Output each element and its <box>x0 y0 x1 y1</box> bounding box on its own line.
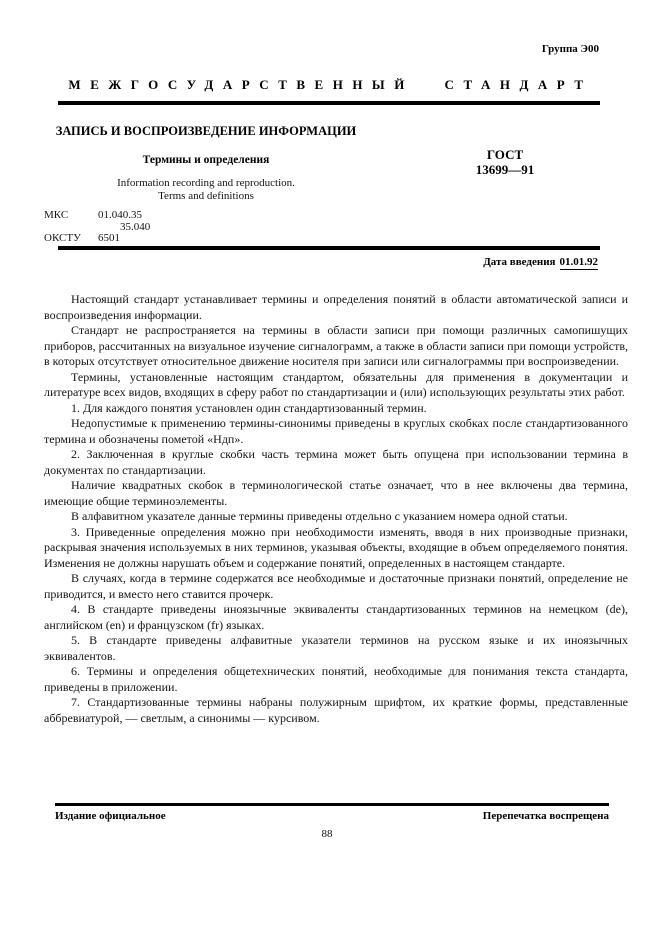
paragraph-item-4: 4. В стандарте приведены иноязычные эквиваленты стандартизованных терминов на немецком (de), английском (en) и французском (fr) языках. <box>44 602 628 632</box>
standard-type-heading: МЕЖГОСУДАРСТВЕННЫЙ СТАНДАРТ <box>68 77 593 92</box>
gost-number: 13699—91 <box>475 162 535 177</box>
footer-reprint-notice: Перепечатка воспрещена <box>482 810 609 822</box>
classification-codes <box>44 210 150 245</box>
paragraph-item-1: 1. Для каждого понятия установлен один стандартизованный термин. <box>71 400 427 415</box>
document-title-ru: ЗАПИСЬ И ВОСПРОИЗВЕДЕНИЕ ИНФОРМАЦИИ <box>55 124 357 138</box>
paragraph-item-7: 7. Стандартизованные термины набраны полужирным шрифтом, их краткие формы, представленные аббревиатурой, — светлым, а синонимы — курсивом. <box>44 695 628 725</box>
okstu-value: 6501 <box>98 232 120 244</box>
okstu-label: ОКСТУ <box>44 232 81 244</box>
mks-value-2: 35.040 <box>120 220 151 233</box>
document-body <box>44 292 628 726</box>
footer-official-edition: Издание официальное <box>55 810 166 822</box>
okstu-code-row <box>44 233 150 245</box>
paragraph-item-3-note: В случаях, когда в термине содержатся все необходимые и достаточные признаки понятий, определение не приводится, и вместо него ставится прочерк. <box>44 571 628 601</box>
paragraph-item-2-note2: В алфавитном указателе данные термины приведены отдельно с указанием номера одной статьи. <box>71 509 568 523</box>
top-divider <box>58 101 600 105</box>
paragraph-item-1-note: Недопустимые к применению термины-синонимы приведены в круглых скобках после стандартизованного термина и обозначены пометой «Ндп». <box>44 416 628 446</box>
document-title-en-line1: Information recording and reproduction. <box>117 177 295 189</box>
footer-divider <box>55 803 609 806</box>
paragraph-item-6: 6. Термины и определения общетехнических понятий, необходимые для понимания текста стандарта, приведены в приложении. <box>44 664 628 694</box>
mks-label: МКС <box>44 209 69 221</box>
document-subtitle-ru: Термины и определения <box>142 154 270 166</box>
paragraph-item-2: 2. Заключенная в круглые скобки часть термина может быть опущена при использовании термина в документах по стандартизации. <box>44 447 628 477</box>
mks-value: 01.040.35 <box>98 209 142 221</box>
mid-divider <box>58 246 600 250</box>
group-label: Группа Э00 <box>541 43 599 55</box>
introduction-date-value: 01.01.92 <box>559 256 598 268</box>
mks-code-row <box>44 210 150 222</box>
page-number: 88 <box>321 828 333 840</box>
paragraph-item-3: 3. Приведенные определения можно при необходимости изменять, вводя в них производные признаки, раскрывая значения используемых в них терминов, указывая объекты, входящие в объем определяемого понятия. Изменения не должны нарушать объем и содержание понятий, определенных в настоящем стандарте. <box>44 524 628 570</box>
paragraph-item-5: 5. В стандарте приведены алфавитные указатели терминов на русском языке и их иноязычных эквивалентов. <box>44 633 628 663</box>
paragraph-exclusions: Стандарт не распространяется на термины в области записи при помощи различных самопишущих приборов, рассчитанных на визуальное изучение сигналограмм, а также в области записи при помощи устройств, в которых отсутствует относительное движение носителя при записи или сигналограммы при воспроизведении. <box>44 323 628 368</box>
title-block <box>44 124 368 202</box>
paragraph-mandatory-use: Термины, установленные настоящим стандартом, обязательны для применения в документации и литературе всех видов, входящих в сферу работ по стандартизации и (или) использующих результаты этих работ. <box>44 369 628 399</box>
paragraph-scope: Настоящий стандарт устанавливает термины и определения понятий в области автоматической записи и воспроизведения информации. <box>44 292 628 322</box>
introduction-date-label: Дата введения <box>483 256 556 268</box>
introduction-date <box>483 256 598 268</box>
gost-label: ГОСТ <box>486 147 524 162</box>
paragraph-item-2-note1: Наличие квадратных скобок в терминологической статье означает, что в нее включены два термина, имеющие общие терминоэлементы. <box>44 478 628 508</box>
footer <box>55 810 609 822</box>
document-title-en-line2: Terms and definitions <box>158 189 254 202</box>
gost-designation <box>455 147 555 177</box>
document-title-en <box>44 177 368 202</box>
